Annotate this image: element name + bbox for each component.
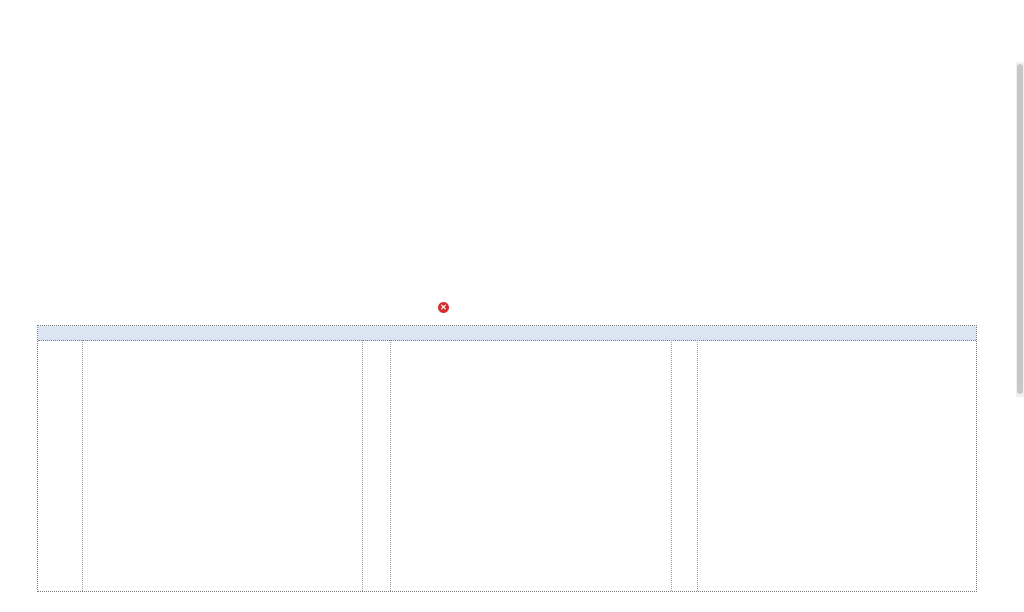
- accounting-equation-table: [37, 325, 977, 592]
- vertical-scrollbar[interactable]: [1016, 62, 1024, 397]
- error-x-icon: ✕: [438, 302, 449, 313]
- scrollbar-thumb[interactable]: [1017, 64, 1023, 394]
- answer-status-banner: [438, 302, 453, 313]
- table-header: [38, 326, 976, 341]
